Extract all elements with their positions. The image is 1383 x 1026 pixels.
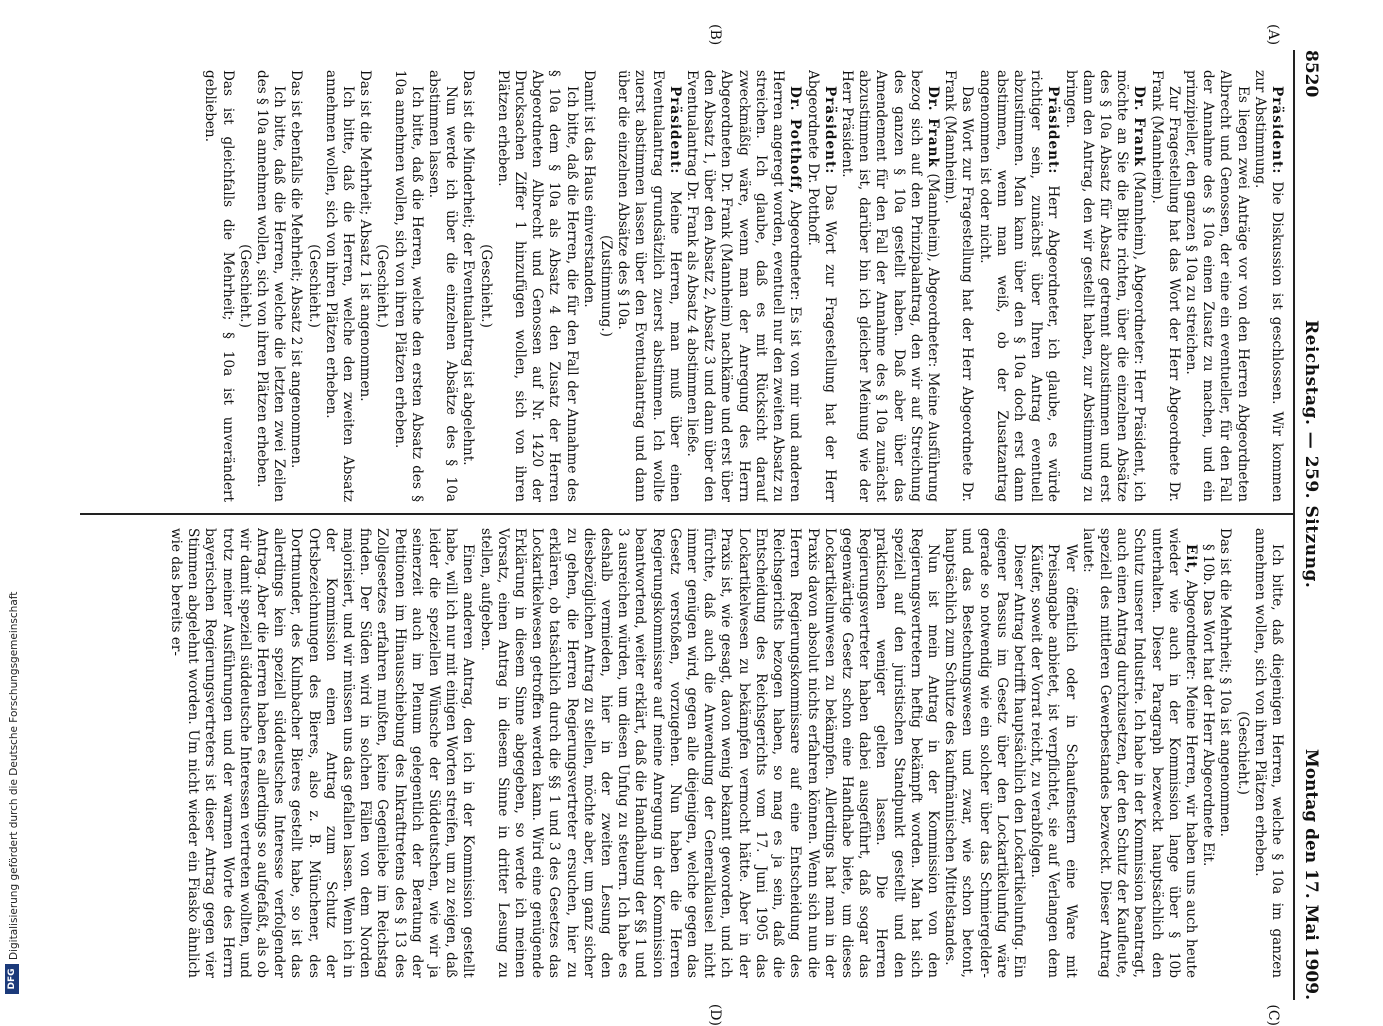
paragraph-text: Das ist gleichfalls die Mehrheit; § 10a ist unverändert geblieben. — [202, 70, 236, 502]
paragraph — [1216, 528, 1233, 978]
paragraph — [975, 70, 1061, 502]
paragraph-text: Zur Fragestellung hat das Wort der Herr Abgeordnete Dr. Frank (Mannheim). — [1148, 70, 1182, 502]
margin-mark-d: (D) — [707, 1003, 723, 1026]
paragraph-text: Einen anderen Antrag, den ich in der Kommission gestellt habe, will ich nur mit einigen Worten streifen, um zu zeigen, daß leider die speziellen Wünsche der Süddeutschen, wie wir ja seinerzeit auch im Plenum gelegentlich der Beratung der Petitionen im Hinausschiebung des Inkrafttretens des § 13 des Zollgesetzes erfahren mußten, keine Gegenliebe im Reichstag finden. Der Süden wird in solchen Fällen von dem Norden majorisiert, und wir müssen uns das gefallen lassen. Wenn ich in der Kommission einen Antrag zum Schutz der Ortsbezeichnungen des Bieres, also z. B. Münchener, des Dortmunder, des Kulmbacher Bieres gestellt habe, so ist das allerdings kein speziell süddeutsches Interesse verfolgender Antrag. Aber die Herren haben es allerdings so aufgefaßt, als ob wir damit speziell süddeutsche Interessen vertreten wollten, und trotz meiner Ausführungen und der warmen Worte des Herrn bayerischen Regierungsvertreters ist dieser Antrag gegen vier Stimmen abgelehnt worden. Um nicht wieder ein Fiasko ähnlich wie das bereits er- — [168, 528, 477, 978]
speaker-name: Präsident: — [821, 86, 838, 175]
paragraph-text: Das ist die Mehrheit; § 10a ist angenommen. — [1217, 528, 1234, 837]
paragraph — [1147, 70, 1181, 502]
left-column — [80, 70, 1285, 502]
page-number: 8520 — [1301, 50, 1321, 98]
speaker-name: Dr. Potthoff, — [787, 86, 804, 195]
paragraph-text: (Geschieht.) — [374, 244, 391, 328]
paragraph — [476, 70, 493, 502]
paragraph-text: (Geschieht.) — [1234, 711, 1251, 795]
margin-mark-a: (A) — [1265, 24, 1281, 46]
watermark-text: Digitalisierung gefördert durch die Deutsche Forschungsgemeinschaft — [8, 591, 20, 960]
paragraph — [287, 70, 304, 502]
header-title: Reichstag. — 259. Sitzung. — [1301, 320, 1321, 589]
paragraph — [425, 70, 459, 502]
paragraph — [838, 70, 941, 502]
speaker-name: Präsident: — [1045, 86, 1062, 175]
speaker-name: Eit, — [1182, 544, 1199, 575]
paragraph-text: Ich bitte, daß die Herren, welche den zweiten Absatz annehmen wollen, sich von ihren Plätzen erheben. — [322, 70, 357, 502]
paragraph-text: (Zustimmung.) — [598, 235, 615, 337]
paragraph — [459, 70, 476, 502]
paragraph-text: Das Wort zur Fragestellung hat der Herr Abgeordnete Dr. Frank (Mannheim). — [942, 70, 976, 502]
paragraph-text: (Mannheim), Abgeordneter: Meine Ausführung bezog sich auf den Prinzipalantrag, den wir auf Streichung des ganzen § 10a gestellt haben. Daß aber über das Amendement für den Fall der Annahme des § 10a zunächst abzustimmen ist, darüber bin ich gleicher Meinung wie der Herr Präsident. — [838, 70, 941, 502]
paragraph-text: Die Diskussion ist geschlossen. Wir kommen zur Abstimmung. — [1251, 70, 1285, 502]
paragraph-text: Abgeordneter: Meine Herren, wir haben uns auch heute wieder wie auch in der Kommission lange über § 10b unterhalten. Dieser Paragraph bezweckt hauptsächlich den Schutz unserer Industrie. Ich habe in der Kommission beantragt, auch einen Antrag durchzusetzen, der den Schutz der Kaufleute, speziell des mittleren Gewerbestandes bezweckt. Dieser Antrag lautet: — [1079, 528, 1199, 978]
header-date: Montag den 17. Mai 1909. — [1301, 748, 1321, 1000]
dfg-watermark — [5, 0, 25, 1000]
right-column — [80, 528, 1285, 978]
column-divider — [80, 513, 1295, 515]
paragraph-text: Das Wort zur Fragestellung hat der Herr Abgeordnete Dr. Potthoff. — [804, 70, 838, 502]
paragraph — [1233, 528, 1250, 978]
paragraph-text: Das ist die Mehrheit; Absatz 1 ist angenommen. — [357, 70, 374, 402]
paragraph — [201, 70, 235, 502]
paragraph — [1251, 70, 1285, 502]
paragraph-text: Ich bitte, daß die Herren, welche den ersten Absatz des § 10a annehmen wollen, sich von ihren Plätzen erheben. — [391, 70, 425, 502]
paragraph — [476, 528, 940, 978]
paragraph — [1182, 70, 1251, 502]
paragraph — [941, 528, 1027, 978]
paragraph-text: (Geschieht.) — [305, 244, 322, 328]
paragraph-text: Abgeordneter: Es ist von mir und anderen Herren angeregt worden, eventuell nur den zweiten Absatz zu streichen. Ich glaube, daß es mit Rücksicht darauf zweckmäßig wäre, wenn man der Anregung des Herrn Abgeordneten Dr. Frank (Mannheim) nachkäme und erst über den Absatz 1, über den Absatz 2, Absatz 3 und dann über den Eventualantrag Dr. Frank als Absatz 4 abstimmen ließe. — [684, 70, 804, 502]
paragraph-text: § 10b. Das Wort hat der Herr Abgeordnete Eit. — [1200, 544, 1217, 867]
paragraph-text: Das ist die Minderheit; der Eventualantrag ist abgelehnt. — [460, 70, 477, 466]
paragraph — [236, 70, 253, 502]
paragraph-text: Ich bitte, daß diejenigen Herren, welche § 10a im ganzen annehmen wollen, sich von ihren Plätzen erheben. — [1251, 528, 1285, 978]
paragraph — [580, 70, 597, 502]
margin-mark-b: (B) — [707, 24, 723, 46]
rotated-page — [75, 24, 1325, 1026]
paragraph — [322, 70, 356, 502]
paragraph-text: Ich bitte, daß die Herren, welche die letzten zwei Zeilen des § 10a annehmen wollen, sich von ihren Plätzen erheben. — [254, 70, 288, 502]
paragraph — [683, 70, 803, 502]
paragraph — [1199, 528, 1216, 978]
paragraph-text: (Mannheim), Abgeordneter: Herr Präsident, ich möchte an Sie die Bitte richten, über die einzelnen Absätze des § 10a Absatz für Absatz getrennt abzustimmen und erst dann den Antrag, den wir gestellt haben, zur Abstimmung zu bringen. — [1062, 70, 1148, 502]
paragraph-text: Nun werde ich über die einzelnen Absätze des § 10a abstimmen lassen. — [426, 70, 460, 502]
paragraph — [304, 70, 321, 502]
paragraph-text: Meine Herren, man muß über einen Eventualantrag grundsätzlich zuerst abstimmen. Ich wollte zuerst abstimmen lassen über den Eventualantrag und dann über die einzelnen Absätze des § 10a. — [615, 70, 683, 502]
paragraph — [390, 70, 424, 502]
paragraph — [597, 70, 614, 502]
paragraph-text: Ich bitte, daß die Herren, die für den Fall der Annahme des § 10a dem § 10a als Absatz 4 den Zusatz der Herren Abgeordneten Albrecht und Genossen auf Nr. 1420 der Drucksachen Ziffer 1 hinzufügen wollen, sich von ihren Plätzen erheben. — [494, 70, 580, 502]
dfg-logo: DFG — [5, 964, 19, 994]
paragraph — [373, 70, 390, 502]
paragraph-text: Wer öffentlich oder in Schaufenstern eine Ware mit Preisangabe anbietet, ist verpflichtet, sie auf Verlangen dem Käufer, soweit der Vorrat reicht, zu verabfolgen. — [1028, 544, 1079, 978]
speaker-name: Dr. Frank — [1131, 86, 1148, 168]
paragraph — [494, 70, 580, 502]
paragraph — [1079, 528, 1199, 978]
paragraph — [1027, 528, 1079, 978]
paragraph-text: (Geschieht.) — [236, 244, 253, 328]
speaker-name: Präsident: — [1269, 86, 1285, 175]
page-header — [1291, 50, 1325, 1000]
paragraph — [614, 70, 683, 502]
paragraph — [1251, 528, 1285, 978]
paragraph — [253, 70, 287, 502]
paragraph — [356, 70, 373, 502]
speaker-name: Dr. Frank — [924, 86, 941, 168]
paragraph-text: (Geschieht.) — [477, 244, 494, 328]
paragraph — [803, 70, 837, 502]
paragraph — [1061, 70, 1147, 502]
paragraph-text: Damit ist das Haus einverstanden. — [580, 70, 597, 308]
margin-mark-c: (C) — [1265, 1004, 1281, 1026]
paragraph — [941, 70, 975, 502]
paragraph-text: Das ist ebenfalls die Mehrheit; Absatz 2 ist angenommen. — [288, 70, 305, 469]
paragraph-text: Nun ist mein Antrag in der Kommission von den Regierungsvertretern heftig bekämpft worden. Man hat sich speziell auf den juristischen Standpunkt gestellt und den praktischen weniger gelten lassen. Die Herren Regierungsvertreter haben dabei ausgeführt, daß sogar das gegenwärtige Gesetz schon eine Handhabe biete, um dieses Lockartikelunwesen zu bekämpfen. Allerdings hat man in der Praxis davon absolut nichts erfahren können. Wenn sich nun die Herren Regierungskommissare auf eine Entscheidung des Reichsgerichts bezogen haben, so mag es ja sein, daß die Entscheidung des Reichsgerichts vom 17. Juni 1905 das Lockartikelwesen zu bekämpfen vermocht hätte. Aber in der Praxis ist, wie gesagt, davon wenig bekannt geworden, und ich fürchte, daß auch die Anwendung der Generalklausel nicht immer genügen wird, gegen alle diejenigen, welche gegen das Gesetz verstoßen, vorzugehen. Nun haben die Herren Regierungskommissare auf meine Anregung in der Kommission beantwortend, weiter erklärt, daß die Handhabung der §§ 1 und 3 ausreichen würden, um diesen Unfug zu steuern. Ich habe es deshalb vermieden, hier in der zweiten Lesung den diesbezüglichen Antrag zu stellen, möchte aber, um ganz sicher zu gehen, die Herren Regierungsvertreter ersuchen, hier zu erklären, ob tatsächlich durch die §§ 1 und 3 des Gesetzes das Lockartikelwesen getroffen werden kann. Wird eine genügende Erklärung in diesem Sinne abgegeben, so werde ich meinen Vorsatz, einen Antrag in diesem Sinne in dritter Lesung zu stellen, aufgeben. — [477, 528, 941, 978]
paragraph-text: Es liegen zwei Anträge vor von den Herren Abgeordneten Albrecht und Genossen, der eine ein eventueller, für den Fall der Annahme des § 10a einen Zusatz zu machen, und ein prinzipieller, den ganzen § 10a zu streichen. — [1182, 70, 1251, 502]
paragraph-text: Dieser Antrag betrifft hauptsächlich den Lockartikelunfug. Ein eigener Passus im Gesetz über den Lockartikelunfug wäre gerade so notwendig wie ein solcher über das Schmiergelder- und das Bestechungswesen und zwar, wie schon betont, hauptsächlich zum Schutze des kaufmännischen Mittelstandes. — [942, 528, 1027, 978]
paragraph — [167, 528, 477, 978]
speaker-name: Präsident: — [666, 86, 683, 175]
paragraph-text: Herr Abgeordneter, ich glaube, es würde richtiger sein, zunächst über Ihren Antrag eventuell abzustimmen. Man kann über den § 10a doch erst dann abstimmen, wenn man weiß, ob der Zusatzantrag angenommen ist oder nicht. — [976, 70, 1062, 502]
header-rule — [1293, 50, 1295, 1000]
